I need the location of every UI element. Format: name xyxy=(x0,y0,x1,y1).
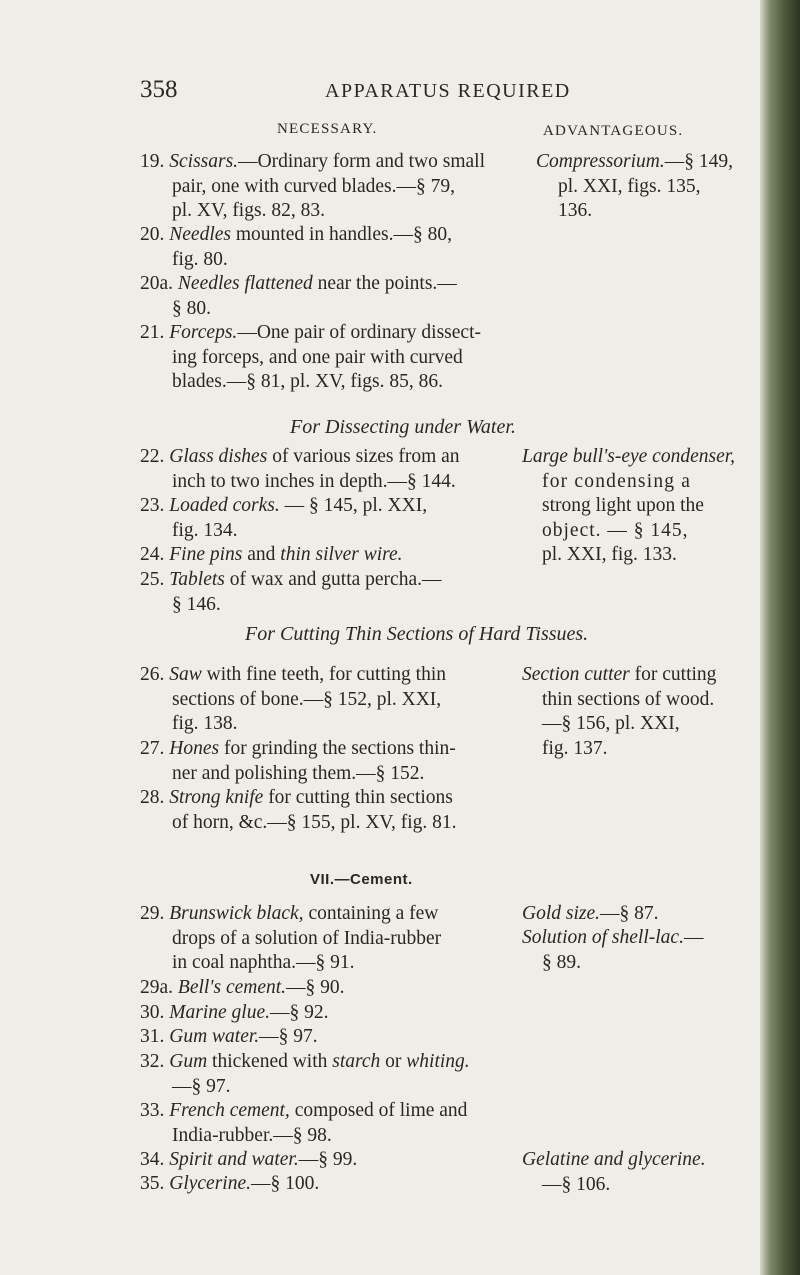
entry-number: 29. xyxy=(140,903,165,924)
entry-20 xyxy=(140,223,520,272)
entry-20a xyxy=(140,272,520,321)
entry-number: 35. xyxy=(140,1173,165,1194)
item-text: of horn, &c.—§ 155, pl. XV, fig. 81. xyxy=(172,811,457,833)
item-name: Marine glue. xyxy=(169,1002,270,1023)
entry-number: 20a. xyxy=(140,273,174,294)
entry-number: 26. xyxy=(140,664,165,685)
item-text: strong light upon the xyxy=(542,495,704,516)
page-number: 358 xyxy=(140,76,178,103)
item-name: French cement, xyxy=(169,1100,290,1121)
item-text: for cutting thin sections xyxy=(263,787,453,808)
item-text: in coal naphtha.—§ 91. xyxy=(172,952,355,973)
item-text: 136. xyxy=(558,200,593,221)
item-text: pl. XXI, figs. 135, xyxy=(558,175,701,197)
item-name: Forceps. xyxy=(169,322,238,343)
item-name: Glycerine. xyxy=(169,1173,252,1194)
item-text: object. — § 145, xyxy=(542,519,689,541)
item-text: pl. XV, figs. 82, 83. xyxy=(172,200,325,221)
item-name: Loaded corks. xyxy=(169,495,280,516)
entry-34 xyxy=(140,1148,520,1173)
item-name: Tablets xyxy=(169,569,225,590)
item-name: Fine pins xyxy=(169,544,243,565)
item-text: § 146. xyxy=(172,593,221,615)
advantageous-compressorium xyxy=(536,150,746,224)
entry-23 xyxy=(140,494,520,543)
running-title: APPARATUS REQUIRED xyxy=(325,80,571,102)
item-name: Compressorium. xyxy=(536,151,665,172)
entry-19 xyxy=(140,150,520,224)
item-text: —§ 156, pl. XXI, xyxy=(542,713,680,734)
item-text: for condensing a xyxy=(542,470,692,492)
entry-30 xyxy=(140,1001,520,1026)
item-text: fig. 137. xyxy=(542,737,608,759)
item-name: Brunswick black, xyxy=(169,903,304,924)
item-text: sections of bone.—§ 152, pl. XXI, xyxy=(172,688,442,710)
book-spine-edge xyxy=(760,0,800,1275)
entry-31 xyxy=(140,1025,520,1050)
entry-number: 21. xyxy=(140,322,165,343)
advantageous-condenser xyxy=(522,445,746,568)
entry-24 xyxy=(140,543,520,568)
item-name: Glass dishes xyxy=(169,446,268,467)
item-text: blades.—§ 81, pl. XV, figs. 85, 86. xyxy=(172,371,444,392)
section-heading-hard-tissues: For Cutting Thin Sections of Hard Tissues. xyxy=(245,623,589,645)
entry-21 xyxy=(140,321,520,395)
item-text: thickened with xyxy=(207,1051,333,1072)
column-heading-advantageous: ADVANTAGEOUS. xyxy=(543,123,684,139)
item-text: —§ 149, xyxy=(664,151,733,172)
entry-number: 34. xyxy=(140,1149,165,1170)
section-heading-cement: VII.—Cement. xyxy=(310,871,413,888)
entry-number: 25. xyxy=(140,569,165,590)
item-text: containing a few xyxy=(303,903,439,924)
item-text: fig. 134. xyxy=(172,519,238,541)
item-text: —§ 97. xyxy=(172,1075,231,1097)
item-name: starch xyxy=(332,1051,381,1072)
entry-number: 28. xyxy=(140,787,165,808)
item-name: Needles flattened xyxy=(177,273,313,294)
entry-25 xyxy=(140,568,520,617)
item-text: near the points.— xyxy=(312,273,457,294)
item-text: and xyxy=(242,544,281,565)
item-name: Gum water. xyxy=(169,1026,260,1047)
advantageous-section-cutter xyxy=(522,663,746,761)
item-name: Strong knife xyxy=(169,787,264,808)
advantageous-gelatine xyxy=(522,1148,746,1197)
item-text: pair, one with curved blades.—§ 79, xyxy=(172,175,455,197)
advantageous-gold-size xyxy=(522,902,746,927)
item-text: ing forceps, and one pair with curved xyxy=(172,346,463,368)
item-text: —One pair of ordinary dissect- xyxy=(237,322,481,343)
item-text: ner and polishing them.—§ 152. xyxy=(172,762,425,784)
item-text: — xyxy=(683,927,704,948)
item-text: of wax and gutta percha.— xyxy=(224,569,442,590)
item-text: India-rubber.—§ 98. xyxy=(172,1124,332,1146)
item-name: Gold size. xyxy=(522,903,600,924)
item-text: of various sizes from an xyxy=(267,446,460,467)
item-name: Hones xyxy=(169,738,220,759)
item-text: —§ 100. xyxy=(251,1173,320,1194)
entry-33 xyxy=(140,1099,520,1148)
item-text: —§ 90. xyxy=(286,977,345,998)
item-text: drops of a solution of India-rubber xyxy=(172,927,442,949)
item-text: or xyxy=(380,1051,407,1072)
item-text: thin sections of wood. xyxy=(542,688,715,710)
item-text: § 80. xyxy=(172,297,211,319)
item-text: —§ 99. xyxy=(298,1149,358,1170)
item-text: fig. 138. xyxy=(172,713,238,734)
item-text: with fine teeth, for cutting thin xyxy=(201,664,447,685)
entry-26 xyxy=(140,663,520,737)
entry-number: 30. xyxy=(140,1002,165,1023)
item-name: Gelatine and glycerine. xyxy=(522,1149,706,1170)
item-name: Saw xyxy=(169,664,202,685)
item-text: — § 145, pl. XXI, xyxy=(279,495,428,516)
item-name: Gum xyxy=(169,1051,208,1072)
item-name: Scissars. xyxy=(169,151,239,172)
item-text: mounted in handles.—§ 80, xyxy=(230,224,452,245)
item-text: composed of lime and xyxy=(289,1100,468,1121)
section-heading-water: For Dissecting under Water. xyxy=(290,416,516,438)
entry-number: 22. xyxy=(140,446,165,467)
entry-28 xyxy=(140,786,520,835)
item-text: § 89. xyxy=(542,951,581,973)
item-name: Spirit and water. xyxy=(169,1149,299,1170)
item-text: fig. 80. xyxy=(172,248,228,270)
item-text: inch to two inches in depth.—§ 144. xyxy=(172,470,456,492)
advantageous-shell-lac xyxy=(522,926,746,975)
item-name: whiting. xyxy=(406,1051,470,1072)
entry-35 xyxy=(140,1172,520,1197)
item-text: —Ordinary form and two small xyxy=(238,151,486,172)
entry-32 xyxy=(140,1050,520,1099)
entry-number: 32. xyxy=(140,1051,165,1072)
entry-number: 29a. xyxy=(140,977,174,998)
item-text: —§ 97. xyxy=(259,1026,318,1047)
item-name: Bell's cement. xyxy=(177,977,287,998)
item-name: Large bull's-eye condenser, xyxy=(522,446,736,467)
entry-number: 20. xyxy=(140,224,165,245)
item-text: —§ 92. xyxy=(269,1002,329,1023)
entry-number: 23. xyxy=(140,495,165,516)
entry-29a xyxy=(140,976,520,1001)
item-name: Section cutter xyxy=(522,664,630,685)
item-text: for cutting xyxy=(629,664,717,685)
entry-number: 19. xyxy=(140,151,165,172)
item-text: for grinding the sections thin- xyxy=(219,738,456,759)
column-heading-necessary: NECESSARY. xyxy=(277,121,378,137)
item-text: pl. XXI, fig. 133. xyxy=(542,544,677,565)
entry-number: 31. xyxy=(140,1026,165,1047)
entry-29 xyxy=(140,902,520,976)
entry-22 xyxy=(140,445,520,494)
item-text: —§ 106. xyxy=(542,1173,611,1195)
item-name: Needles xyxy=(169,224,231,245)
item-name: Solution of shell-lac. xyxy=(522,927,684,948)
entry-number: 33. xyxy=(140,1100,165,1121)
entry-27 xyxy=(140,737,520,786)
entry-number: 27. xyxy=(140,738,165,759)
item-text: —§ 87. xyxy=(600,903,659,924)
item-name: thin silver wire. xyxy=(280,544,403,565)
entry-number: 24. xyxy=(140,544,165,565)
